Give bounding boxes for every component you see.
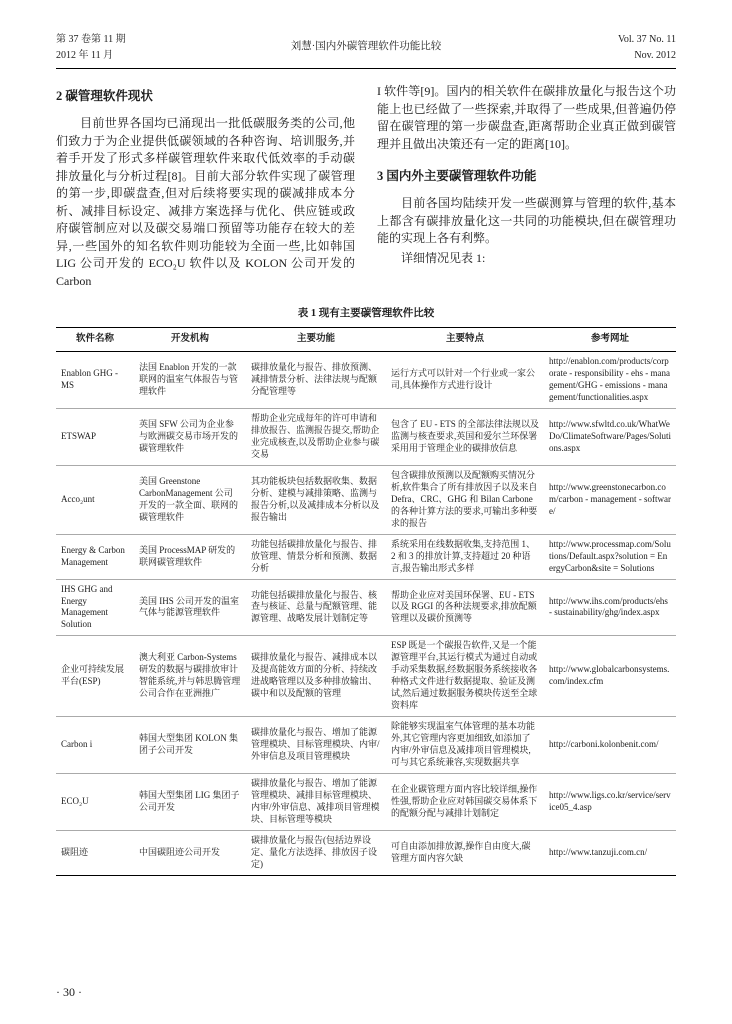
url-cell: http://www.tanzuji.com.cn/ xyxy=(549,846,648,857)
table-row xyxy=(56,465,676,534)
url-cell: http://www.greenstonecarbon.com/carbon - management - software/ xyxy=(544,465,676,534)
table-row xyxy=(56,830,676,875)
column-header-software-name: 软件名称 xyxy=(56,328,134,352)
developer-cell: 美国 ProcessMAP 研发的联网碳管理软件 xyxy=(134,534,246,579)
table-header-row xyxy=(56,328,676,352)
software-name-cell: Enablon GHG - MS xyxy=(56,352,134,409)
functions-cell: 其功能板块包括数据收集、数据分析、建模与减排策略、监测与报告分析,以及减排成本分析以及报告输出 xyxy=(246,465,386,534)
developer-cell: 美国 IHS 公司开发的温室气体与能源管理软件 xyxy=(134,579,246,636)
running-title: 刘慧·国内外碳管理软件功能比较 xyxy=(290,41,442,53)
section-3-heading: 3 国内外主要碳管理软件功能 xyxy=(377,169,537,184)
table-row xyxy=(56,534,676,579)
features-cell: 除能够实现温室气体管理的基本功能外,其它管理内容更加细致,如添加了内审/外审信息及减排项目管理模块,可与其它系统兼容,实现数据共享 xyxy=(386,717,544,774)
column-header-url: 参考网址 xyxy=(544,328,676,352)
column-header-features: 主要特点 xyxy=(386,328,544,352)
functions-cell: 碳排放量化与报告、增加了能源管理模块、目标管理模块、内审/外审信息及项目管理模块 xyxy=(246,717,386,774)
developer-cell: 英国 SFW 公司为企业参与欧洲碳交易市场开发的碳管理软件 xyxy=(134,408,246,465)
url-cell: http://carboni.kolonbenit.com/ xyxy=(544,717,676,774)
software-name-cell: 企业可持续发展平台(ESP) xyxy=(56,636,134,717)
functions-cell: 碳排放量化与报告、减排成本以及提高能效方面的分析、持续改进战略管理以及多种排放输出、碳中和以及配额的管理 xyxy=(246,636,386,717)
left-column xyxy=(56,83,355,292)
features-cell: 可自由添加排放源,操作自由度大,碳管理方面内容欠缺 xyxy=(391,840,531,863)
section-2-paragraph: 目前世界各国均已涌现出一批低碳服务类的公司,他们致力于为企业提供低碳领域的各种咨询、培训服务,并着手开发了形式多样碳管理软件来取代低效率的手动碳排放量化与分析过程[8]。目前大部分软件实现了碳管理的第一步,即碳盘查,但对后续将要实现的碳减排成本分析、减排目标设定、减排方案选择与优化、供应链或政府碳管制应对以及碳交易端口预留等功能存在较大的差异,一些国外的知名软件则功能较为全面一些,比如韩国 LIG 公司开发的 ECO₂U 软件以及 KOLON 公司开发的 Carbon xyxy=(56,116,355,288)
table-row xyxy=(56,352,676,409)
functions-cell: 功能包括碳排放量化与报告、核查与核证、总量与配额管理、能源管理、战略发展计划制定等 xyxy=(246,579,386,636)
page-number: · 30 · xyxy=(56,985,82,999)
features-cell: 运行方式可以针对一个行业或一家公司,具体操作方式进行设计 xyxy=(386,352,544,409)
page-footer xyxy=(56,985,82,1000)
url-cell: http://www.globalcarbonsystems.com/index.cfm xyxy=(544,636,676,717)
table-row xyxy=(56,774,676,831)
features-cell: 帮助企业应对美国环保署、EU - ETS 以及 RGGI 的各种法规要求,排放配额管理以及碳价预测等 xyxy=(386,579,544,636)
features-cell: 包含了 EU - ETS 的全部法律法规以及监测与核查要求,英国和爱尔兰环保署采用用于管理企业的碳排放信息 xyxy=(386,408,544,465)
features-cell: 包含碳排放预测以及配额购买情况分析,软件集合了所有排放因子以及来自 Defra、CRC、GHG 和 Bilan Carbone 的各种计算方法的要求,可输出多种要求的报告 xyxy=(386,465,544,534)
developer-cell: 韩国大型集团 LIG 集团子公司开发 xyxy=(134,774,246,831)
functions-cell: 碳排放量化与报告、排放预测、减排情景分析、法律法规与配额分配管理等 xyxy=(246,352,386,409)
url-cell: http://www.ihs.com/products/ehs - sustainability/ghg/index.aspx xyxy=(544,579,676,636)
software-name-cell: Energy & Carbon Management xyxy=(56,534,134,579)
features-cell: ESP 既是一个碳报告软件,又是一个能源管理平台,其运行模式为通过自动或手动采集数据,经数据服务系统接收各种格式文件进行数据提取、验证及测试,然后通过数据服务模块传送至全球资料库 xyxy=(386,636,544,717)
table-row xyxy=(56,408,676,465)
software-name-cell: Carbon i xyxy=(56,717,134,774)
table-row xyxy=(56,636,676,717)
journal-header xyxy=(56,32,676,69)
paragraph-continuation: I 软件等[9]。国内的相关软件在碳排放量化与报告这个功能上也已经做了一些探索,并取得了一些成果,但普遍仍停留在碳管理的第一步碳盘查,距离帮助企业真正做到碳管理并且做出决策还有一定的距离[10]。 xyxy=(377,84,676,151)
url-cell: http://www.processmap.com/Solutions/Default.aspx?solution = EnergyCarbon&site = Solutions xyxy=(544,534,676,579)
developer-cell: 中国碳阻迹公司开发 xyxy=(139,846,221,857)
body-columns xyxy=(56,83,676,292)
features-cell: 在企业碳管理方面内容比较详细,操作性强,帮助企业应对韩国碳交易体系下的配额分配与减排计划制定 xyxy=(386,774,544,831)
software-comparison-table xyxy=(56,327,676,875)
functions-cell: 碳排放量化与报告、增加了能源管理模块、减排目标管理模块、内审/外审信息、减排项目管理模块、目标管理等模块 xyxy=(246,774,386,831)
table-body xyxy=(56,352,676,876)
section-3-paragraph: 目前各国均陆续开发一些碳测算与管理的软件,基本上都含有碳排放量化这一共同的功能模块,但在碳管理功能的实现上各有利弊。 xyxy=(377,196,676,246)
developer-cell: 韩国大型集团 KOLON 集团子公司开发 xyxy=(134,717,246,774)
software-name-cell: ECO₂U xyxy=(56,774,134,831)
functions-cell: 帮助企业完成每年的许可申请和排放报告、监测报告提交,帮助企业完成核查,以及帮助企业参与碳交易 xyxy=(246,408,386,465)
functions-cell: 碳排放量化与报告(包括边界设定、量化方法选择、排放因子设定) xyxy=(251,834,378,869)
table-caption: 表 1 现有主要碳管理软件比较 xyxy=(297,308,435,320)
functions-cell: 功能包括碳排放量化与报告、排放管理、情景分析和预测、数据分析 xyxy=(246,534,386,579)
features-cell: 系统采用在线数据收集,支持范围 1、2 和 3 的排放计算,支持超过 20 种语言,报告输出形式多样 xyxy=(386,534,544,579)
developer-cell: 澳大利亚 Carbon-Systems 研发的数据与碳排放审计智能系统,并与韩思腾管理公司合作在亚洲推广 xyxy=(134,636,246,717)
header-right-block xyxy=(556,32,676,63)
column-header-functions: 主要功能 xyxy=(246,328,386,352)
section-2-heading: 2 碳管理软件现状 xyxy=(56,89,153,103)
header-left-block xyxy=(56,32,176,63)
table-intro: 详细情况见表 1: xyxy=(401,250,486,265)
volume-issue-en: Vol. 37 No. 11 xyxy=(617,34,676,45)
table-row xyxy=(56,717,676,774)
table-row xyxy=(56,579,676,636)
right-column xyxy=(377,83,676,292)
pub-date-en: Nov. 2012 xyxy=(634,49,676,61)
software-name-cell: Acco₂unt xyxy=(56,465,134,534)
url-cell: http://enablon.com/products/corporate - responsibility - ehs - management/GHG - emissions - management/functionalities.aspx xyxy=(544,352,676,409)
url-cell: http://www.ligs.co.kr/service/service05_4.asp xyxy=(544,774,676,831)
developer-cell: 美国 Greenstone CarbonManagement 公司开发的一款全面、联网的碳管理软件 xyxy=(134,465,246,534)
volume-issue-cn: 第 37 卷第 11 期 xyxy=(56,34,126,45)
software-name-cell: IHS GHG and Energy Management Solution xyxy=(56,579,134,636)
pub-date-cn: 2012 年 11 月 xyxy=(56,49,114,61)
column-header-developer: 开发机构 xyxy=(134,328,246,352)
software-name-cell: 碳阻迹 xyxy=(61,846,89,857)
developer-cell: 法国 Enablon 开发的一款联网的温室气体报告与管理软件 xyxy=(134,352,246,409)
url-cell: http://www.sfwltd.co.uk/WhatWeDo/ClimateSoftware/Pages/Solutions.aspx xyxy=(544,408,676,465)
software-name-cell: ETSWAP xyxy=(56,408,134,465)
